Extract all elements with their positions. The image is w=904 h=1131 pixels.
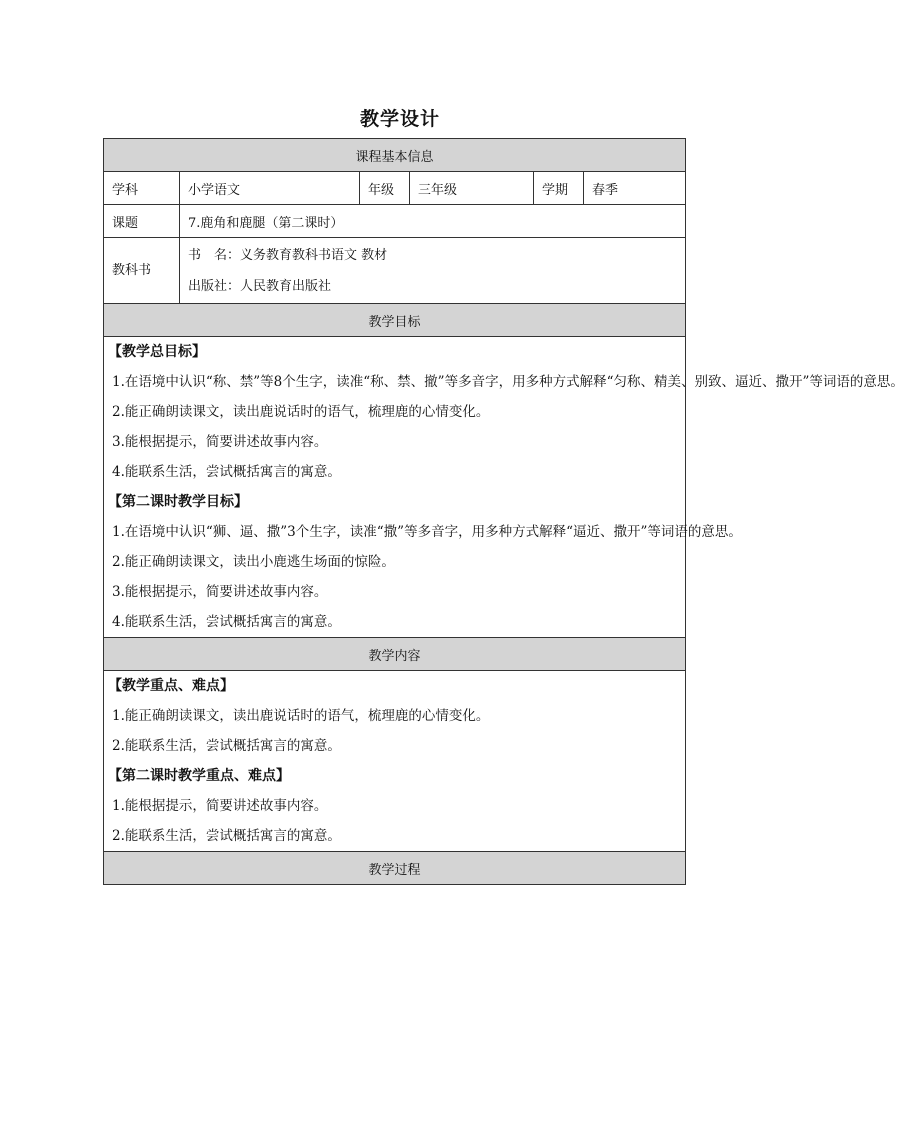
textbook-row — [104, 238, 686, 304]
overall-objective-item: 3.能根据提示，简要讲述故事内容。 — [112, 434, 328, 450]
overall-objective-item: 4.能联系生活，尝试概括寓言的寓意。 — [112, 464, 341, 480]
objectives-header-row — [104, 304, 686, 337]
lesson-objective-item: 1.在语境中认识“狮、逼、撒”3个生字，读准“撒”等多音字，用多种方式解释“逼近、撒开”等词语的意思。 — [112, 524, 742, 540]
lesson-key-point-item: 2.能联系生活，尝试概括寓言的寓意。 — [112, 828, 341, 844]
term-value: 春季 — [584, 172, 686, 205]
textbook-value — [180, 238, 686, 304]
subject-row — [104, 172, 686, 205]
lesson-objective-item: 4.能联系生活，尝试概括寓言的寓意。 — [112, 614, 341, 630]
overall-objective-item: 2.能正确朗读课文，读出鹿说话时的语气，梳理鹿的心情变化。 — [112, 404, 490, 420]
textbook-name: 书 名：义务教育教科书语文 教材 — [188, 247, 388, 263]
topic-row — [104, 205, 686, 238]
objectives-row — [104, 337, 686, 638]
grade-value: 三年级 — [410, 172, 534, 205]
grade-label: 年级 — [360, 172, 410, 205]
subject-value: 小学语文 — [180, 172, 360, 205]
process-header-row — [104, 852, 686, 885]
lesson-objective-item: 2.能正确朗读课文，读出小鹿逃生场面的惊险。 — [112, 554, 395, 570]
document-title: 教学设计 — [359, 108, 440, 130]
process-header: 教学过程 — [104, 852, 686, 885]
content-header: 教学内容 — [104, 638, 686, 671]
topic-value: 7.鹿角和鹿腿（第二课时） — [180, 205, 686, 238]
lesson-objectives-heading: 【第二课时教学目标】 — [108, 494, 248, 510]
topic-label: 课题 — [104, 205, 180, 238]
overall-objectives-heading: 【教学总目标】 — [108, 344, 206, 360]
basic-info-header: 课程基本信息 — [104, 139, 686, 172]
content-row — [104, 671, 686, 852]
lesson-objective-item: 3.能根据提示，简要讲述故事内容。 — [112, 584, 328, 600]
textbook-label-text: 教科书 — [112, 263, 152, 278]
overall-objective-item: 1.在语境中认识“称、禁”等8个生字，读准“称、禁、撤”等多音字，用多种方式解释“匀称、精美、别致、逼近、撒开”等词语的意思。 — [112, 374, 904, 390]
subject-label: 学科 — [104, 172, 180, 205]
objectives-header: 教学目标 — [104, 304, 686, 337]
textbook-publisher: 出版社：人民教育出版社 — [188, 278, 332, 294]
lesson-design-table — [103, 138, 904, 885]
basic-info-header-row — [104, 139, 686, 172]
content-block — [104, 671, 686, 852]
key-point-item: 2.能联系生活，尝试概括寓言的寓意。 — [112, 738, 341, 754]
term-label: 学期 — [534, 172, 584, 205]
content-header-row — [104, 638, 686, 671]
lesson-key-point-item: 1.能根据提示，简要讲述故事内容。 — [112, 798, 328, 814]
objectives-block — [104, 337, 904, 638]
key-point-item: 1.能正确朗读课文，读出鹿说话时的语气，梳理鹿的心情变化。 — [112, 708, 490, 724]
lesson-key-points-heading: 【第二课时教学重点、难点】 — [108, 768, 290, 784]
textbook-label — [104, 238, 180, 304]
key-points-heading: 【教学重点、难点】 — [108, 678, 234, 694]
